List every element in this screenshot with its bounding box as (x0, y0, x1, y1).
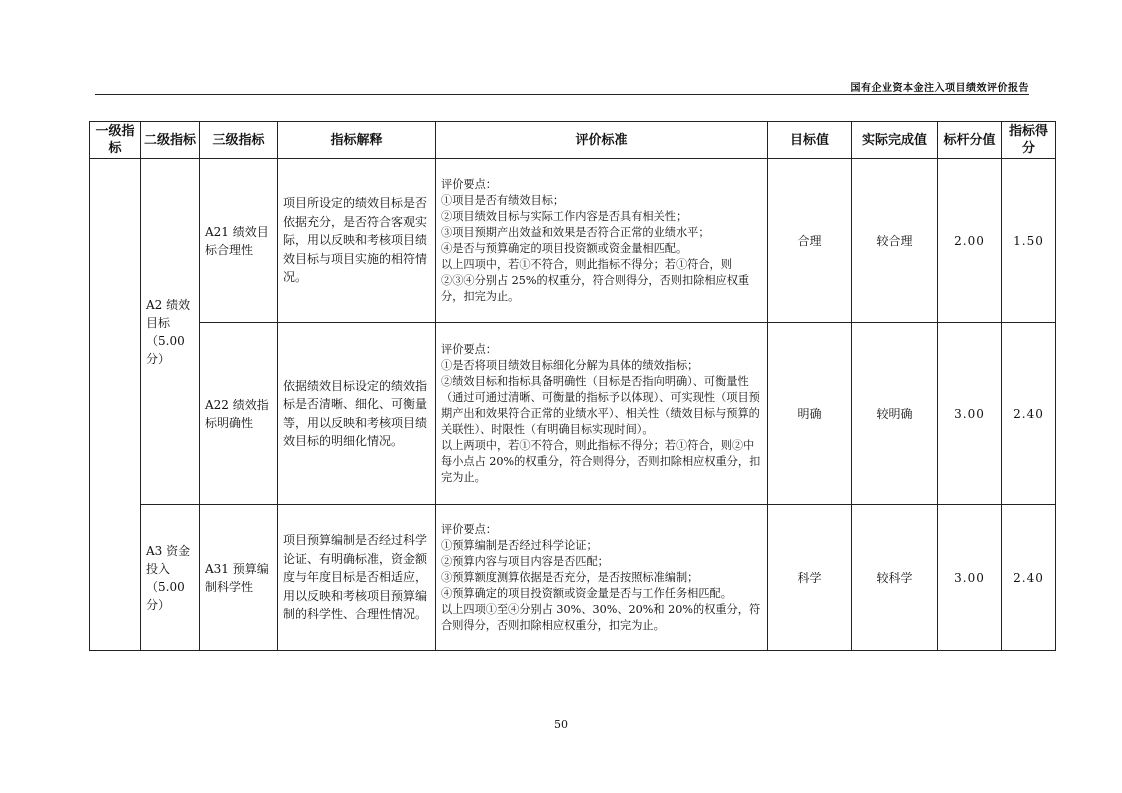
col-header-explanation: 指标解释 (278, 122, 436, 159)
actual-cell: 较科学 (852, 505, 938, 651)
benchmark-cell: 3.00 (938, 505, 1002, 651)
col-header-criteria: 评价标准 (436, 122, 768, 159)
score-cell: 1.50 (1002, 159, 1056, 323)
level1-cell (90, 159, 141, 651)
level3-cell: A22 绩效指标明确性 (200, 323, 278, 505)
criteria-cell: 评价要点： ①项目是否有绩效目标； ②项目绩效目标与实际工作内容是否具有相关性； ③项目预期产出效益和效果是否符合正常的业绩水平； ④是否与预算确定的项目投资额或资金量相匹配。 以上四项中，若①不符合，则此指标不得分；若①符合，则②③④分别占 25%的权重分，符合则得分，否则扣除相应权重分，扣完为止。 (436, 159, 768, 323)
target-cell: 明确 (768, 323, 852, 505)
level2-cell: A2 绩效目标（5.00分） (141, 159, 200, 505)
actual-cell: 较合理 (852, 159, 938, 323)
col-header-level2: 二级指标 (141, 122, 200, 159)
col-header-level1: 一级指标 (90, 122, 141, 159)
criteria-cell: 评价要点： ①是否将项目绩效目标细化分解为具体的绩效指标； ②绩效目标和指标具备明确性（目标是否指向明确）、可衡量性（通过可通过清晰、可衡量的指标予以体现）、可实现性（项目预期产出和效果符合正常的业绩水平）、相关性（绩效目标与预算的关联性）、时限性（有明确目标实现时间）。 以上两项中，若①不符合，则此指标不得分；若①符合，则②中每小点占 20%的权重分，符合则得分，否则扣除相应权重分，扣完为止。 (436, 323, 768, 505)
header-rule (95, 94, 1029, 95)
table-header-row (90, 122, 1056, 159)
actual-cell: 较明确 (852, 323, 938, 505)
criteria-cell: 评价要点： ①预算编制是否经过科学论证； ②预算内容与项目内容是否匹配； ③预算额度测算依据是否充分，是否按照标准编制； ④预算确定的项目投资额或资金量是否与工作任务相匹配。 以上四项①至④分别占 30%、30%、20%和 20%的权重分，符合则得分，否则扣除相应权重分，扣完为止。 (436, 505, 768, 651)
col-header-target: 目标值 (768, 122, 852, 159)
benchmark-cell: 3.00 (938, 323, 1002, 505)
col-header-level3: 三级指标 (200, 122, 278, 159)
evaluation-table (89, 121, 1056, 651)
score-cell: 2.40 (1002, 323, 1056, 505)
explanation-cell: 项目预算编制是否经过科学论证、有明确标准，资金额度与年度目标是否相适应，用以反映和考核项目预算编制的科学性、合理性情况。 (278, 505, 436, 651)
explanation-cell: 依据绩效目标设定的绩效指标是否清晰、细化、可衡量等，用以反映和考核项目绩效目标的明细化情况。 (278, 323, 436, 505)
table-row (90, 159, 1056, 323)
table-row (90, 323, 1056, 505)
table-row (90, 505, 1056, 651)
level3-cell: A31 预算编制科学性 (200, 505, 278, 651)
score-cell: 2.40 (1002, 505, 1056, 651)
col-header-score: 指标得分 (1002, 122, 1056, 159)
target-cell: 合理 (768, 159, 852, 323)
page-number: 50 (554, 718, 568, 731)
level3-cell: A21 绩效目标合理性 (200, 159, 278, 323)
target-cell: 科学 (768, 505, 852, 651)
explanation-cell: 项目所设定的绩效目标是否依据充分，是否符合客观实际，用以反映和考核项目绩效目标与项目实施的相符情况。 (278, 159, 436, 323)
page-header-title: 国有企业资本金注入项目绩效评价报告 (850, 83, 1029, 94)
col-header-actual: 实际完成值 (852, 122, 938, 159)
col-header-benchmark: 标杆分值 (938, 122, 1002, 159)
benchmark-cell: 2.00 (938, 159, 1002, 323)
level2-cell: A3 资金投入（5.00分） (141, 505, 200, 651)
